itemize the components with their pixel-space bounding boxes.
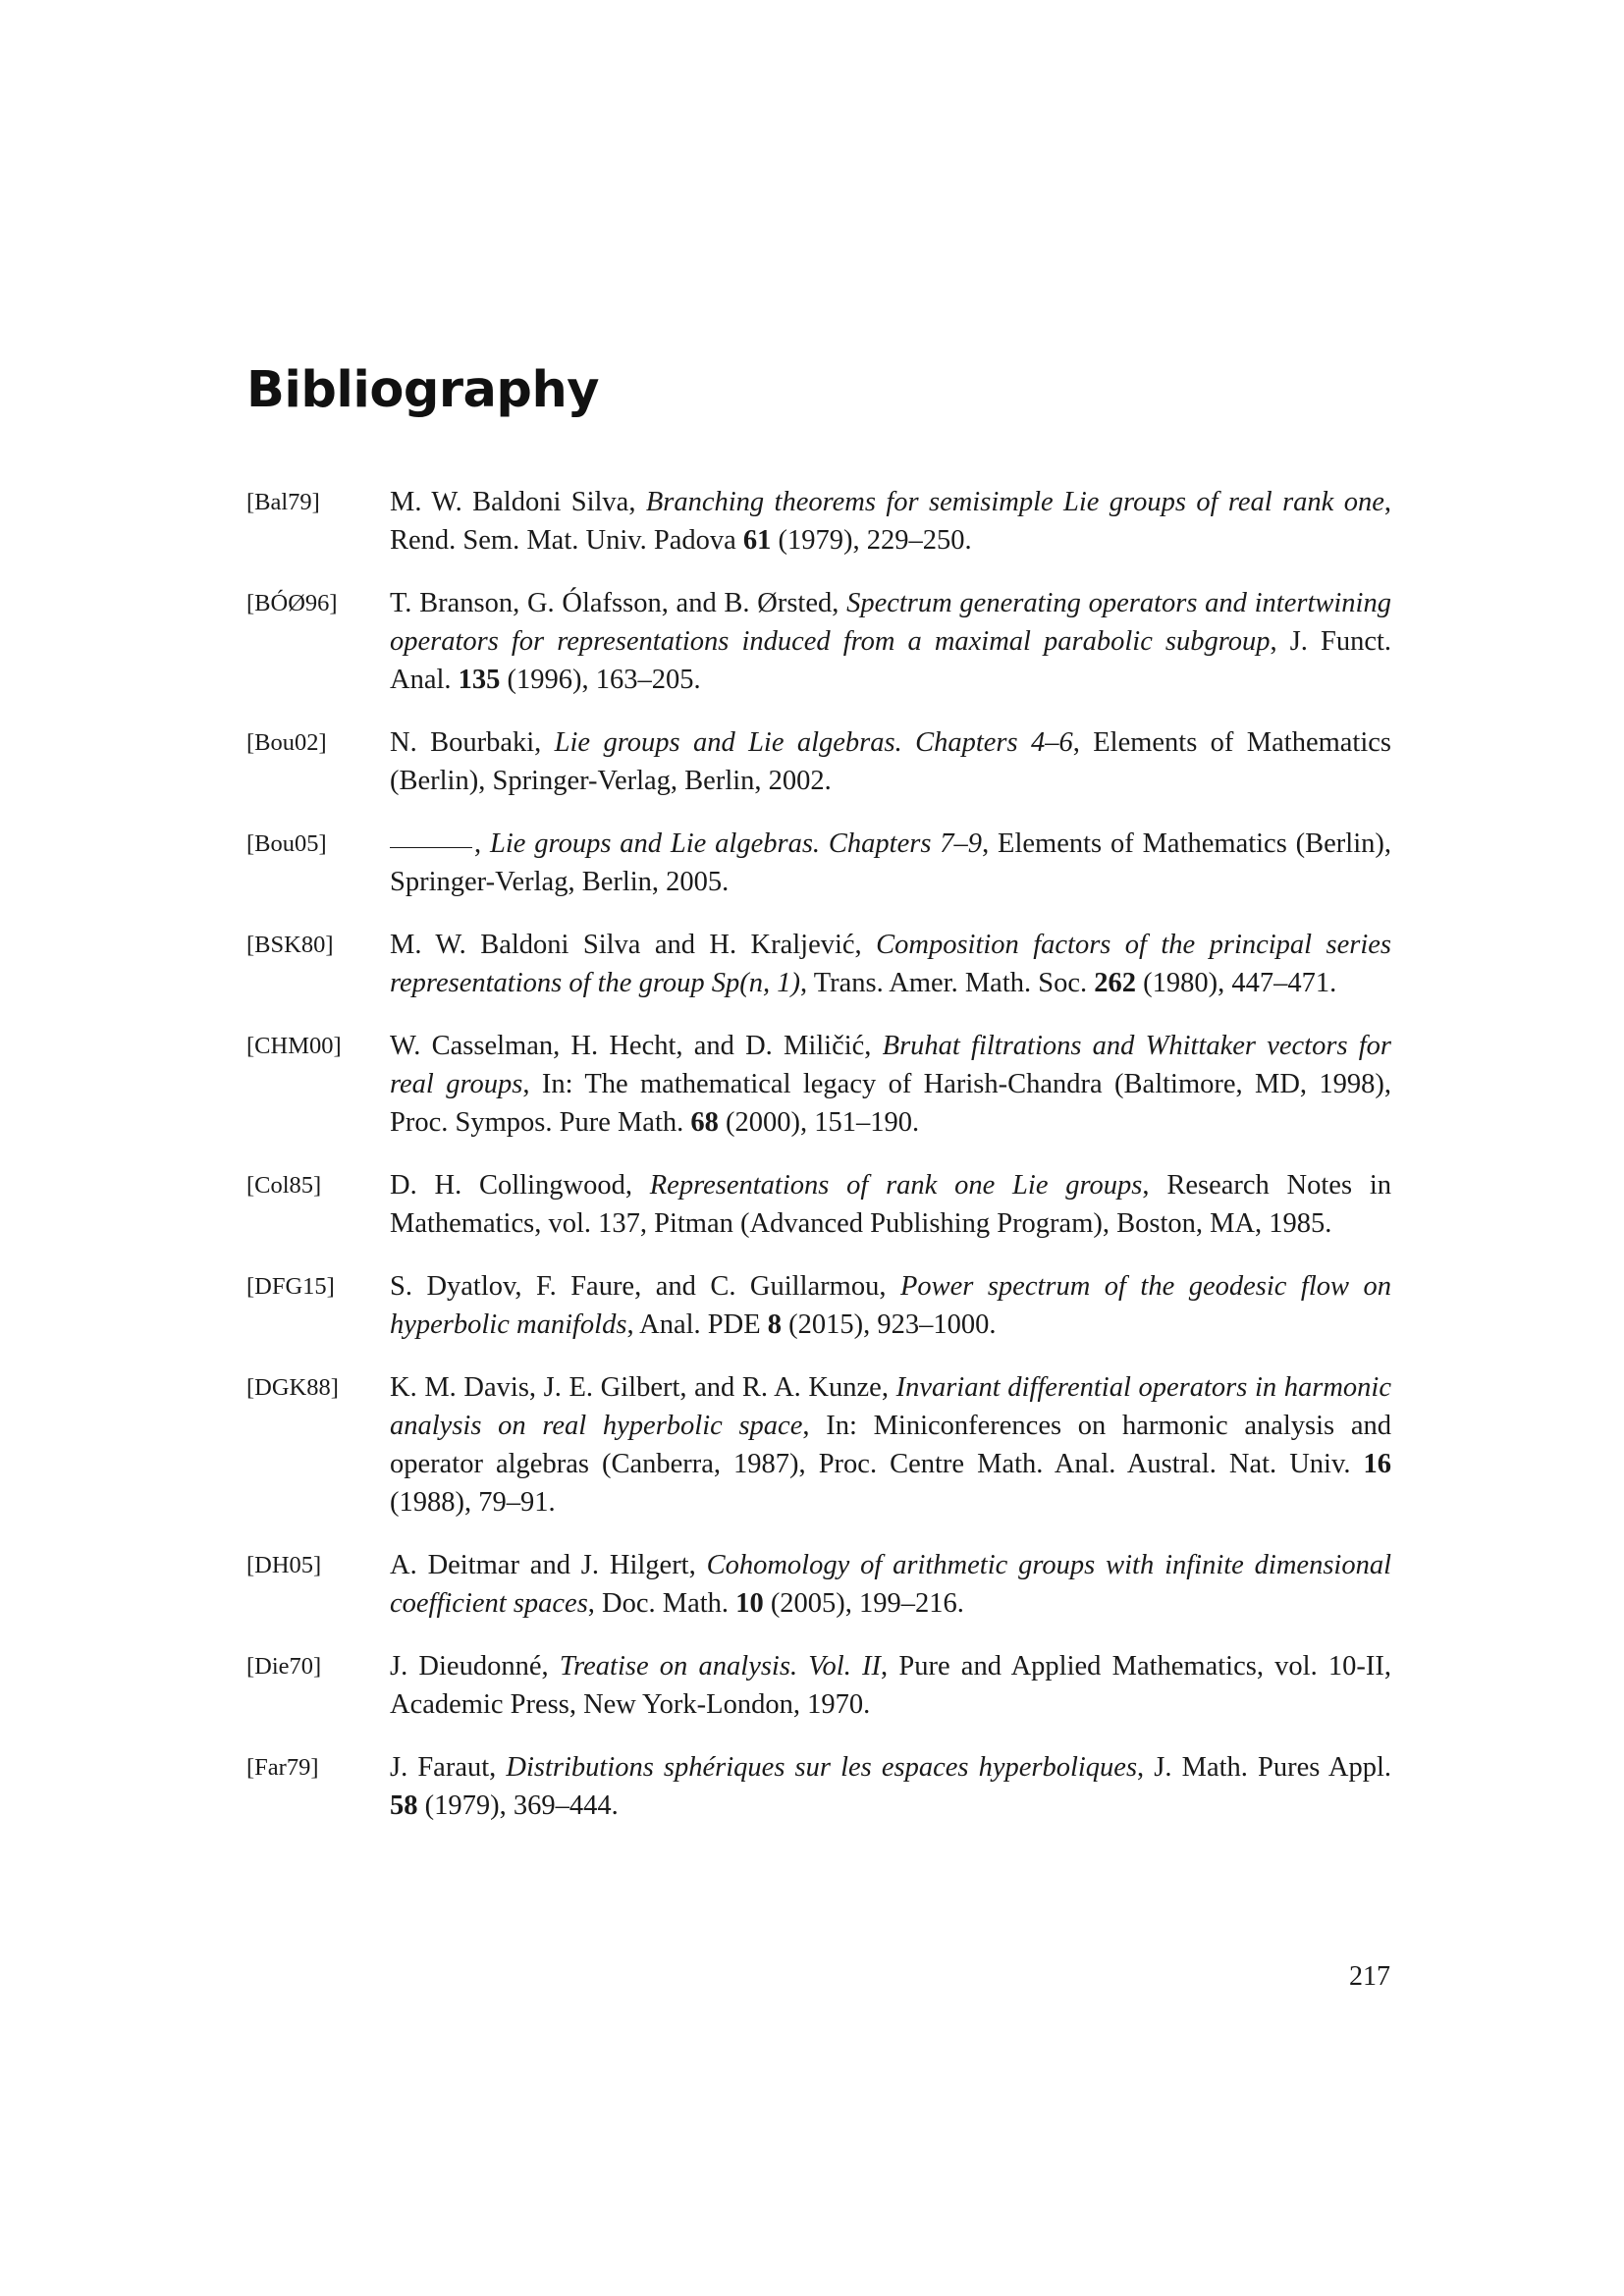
ref-publication: , Research Notes in Mathematics, vol. 137, Pitman (Advanced Publishing Program), Boston, MA, 1985. [390,1170,1391,1239]
ref-title: Representations of rank one Lie groups [649,1170,1143,1201]
ref-authors: J. Faraut, [390,1752,507,1783]
ref-title: Invariant differential operators in harmonic analysis on real hyperbolic space [390,1372,1391,1441]
bib-entry [246,483,1391,560]
ref-title: Composition factors of the principal series representations of the group Sp(n, 1) [390,930,1392,998]
ref-authors: T. Branson, G. Ólafsson, and B. Ørsted, [390,588,847,618]
citation-key: [DH05] [246,1552,322,1578]
reference-text [390,1748,1391,1825]
ref-authors: J. Dieudonné, [390,1651,560,1682]
citation-key: [DFG15] [246,1273,335,1300]
bib-entry [246,1368,1391,1522]
bib-entry [246,1748,1391,1825]
ref-volume: 135 [458,665,501,695]
bib-entry [246,1647,1391,1724]
ref-publication: , Anal. PDE [626,1309,768,1340]
ref-year-pages: (2015), 923–1000. [781,1309,997,1340]
ref-authors: D. H. Collingwood, [390,1170,650,1201]
ref-volume: 16 [1363,1449,1391,1479]
reference-text [390,926,1391,1002]
ref-publication: , J. Math. Pures Appl. [1137,1752,1391,1783]
ref-volume: 58 [390,1790,418,1821]
ref-volume: 61 [742,525,772,556]
ref-publication: , Doc. Math. [587,1588,736,1619]
bib-entry [246,926,1391,1002]
ref-authors: A. Deitmar and J. Hilgert, [390,1550,707,1580]
bibliography-list [246,483,1391,1849]
bib-entry [246,825,1391,901]
bib-entry [246,723,1391,800]
page-number: 217 [1349,1961,1390,1992]
ref-publication: , Rend. Sem. Mat. Univ. Padova [390,487,1391,556]
citation-key: [Bal79] [246,489,320,515]
citation-key: [BÓØ96] [246,590,338,616]
ref-publication: , Elements of Mathematics (Berlin), Springer-Verlag, Berlin, 2002. [390,727,1391,796]
bib-entry [246,1267,1391,1344]
ref-year-pages: (1996), 163–205. [500,665,701,695]
ref-authors: M. W. Baldoni Silva and H. Kraljević, [390,930,877,960]
citation-key: [Bou05] [246,830,327,857]
citation-key: [CHM00] [246,1033,342,1059]
ref-publication: , Trans. Amer. Math. Soc. [799,968,1095,998]
ref-publication: , J. Funct. Anal. [390,626,1392,695]
ref-volume: 8 [767,1309,782,1340]
ref-authors: K. M. Davis, J. E. Gilbert, and R. A. Kunze, [390,1372,896,1403]
chapter-title: Bibliography [246,361,599,419]
ref-year-pages: (1988), 79–91. [390,1487,556,1518]
bib-entry [246,1166,1391,1243]
ref-title: Bruhat filtrations and Whittaker vectors for real groups [390,1031,1392,1099]
reference-text [390,723,1391,800]
reference-text [390,1546,1391,1623]
ref-year-pages: (2000), 151–190. [718,1107,920,1138]
citation-key: [DGK88] [246,1374,339,1401]
citation-key: [Bou02] [246,729,327,756]
ref-year-pages: (1980), 447–471. [1136,968,1337,998]
ref-title: Branching theorems for semisimple Lie groups of real rank one [645,487,1384,517]
citation-key: [BSK80] [246,932,334,958]
ref-volume: 10 [735,1588,764,1619]
ref-year-pages: (1979), 369–444. [417,1790,619,1821]
reference-text [390,584,1391,699]
bib-entry [246,584,1391,699]
ref-volume: 68 [690,1107,719,1138]
ref-year-pages: (2005), 199–216. [763,1588,964,1619]
citation-key: [Far79] [246,1754,319,1781]
ref-title: Spectrum generating operators and intertwining operators for representations induced from a maximal parabolic subgroup [390,588,1391,657]
reference-text [390,483,1391,560]
citation-key: [Col85] [246,1172,322,1199]
reference-text [390,825,1391,901]
repeated-author-dash [390,847,472,848]
ref-publication: , Pure and Applied Mathematics, vol. 10-II, Academic Press, New York-London, 1970. [390,1651,1392,1720]
ref-authors: S. Dyatlov, F. Faure, and C. Guillarmou, [390,1271,900,1302]
ref-authors: N. Bourbaki, [390,727,555,758]
reference-text [390,1166,1391,1243]
ref-publication: , In: The mathematical legacy of Harish-Chandra (Baltimore, MD, 1998), Proc. Sympos. Pure Math. [390,1069,1392,1138]
ref-year-pages: (1979), 229–250. [771,525,972,556]
ref-title: Cohomology of arithmetic groups with infinite dimensional coefficient spaces [390,1550,1391,1619]
ref-title: Power spectrum of the geodesic flow on hyperbolic manifolds [390,1271,1391,1340]
ref-volume: 262 [1094,968,1136,998]
ref-title: Distributions sphériques sur les espaces hyperboliques [506,1752,1138,1783]
bib-entry [246,1027,1391,1142]
ref-title: Lie groups and Lie algebras. Chapters 4–6 [554,727,1073,758]
ref-title: Lie groups and Lie algebras. Chapters 7–9 [490,828,983,859]
ref-publication: , In: Miniconferences on harmonic analysis and operator algebras (Canberra, 1987), Proc. Centre Math. Anal. Austral. Nat. Univ. [390,1411,1391,1479]
ref-title: Treatise on analysis. Vol. II [559,1651,882,1682]
reference-text [390,1368,1391,1522]
reference-text [390,1267,1391,1344]
reference-text [390,1027,1391,1142]
citation-key: [Die70] [246,1653,322,1680]
ref-authors: , [474,828,490,859]
ref-publication: , Elements of Mathematics (Berlin), Springer-Verlag, Berlin, 2005. [390,828,1391,897]
reference-text [390,1647,1391,1724]
bib-entry [246,1546,1391,1623]
ref-authors: W. Casselman, H. Hecht, and D. Miličić, [390,1031,883,1061]
ref-authors: M. W. Baldoni Silva, [390,487,646,517]
